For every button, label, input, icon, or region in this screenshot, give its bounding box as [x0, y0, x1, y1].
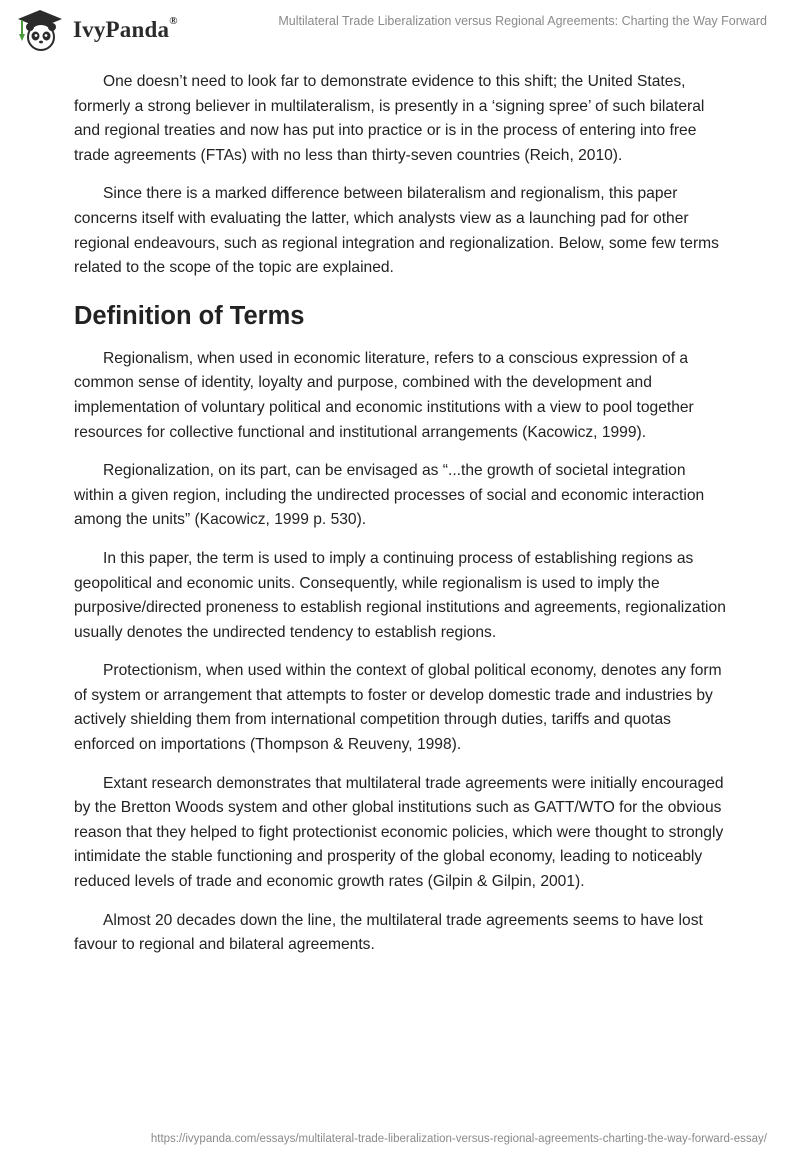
essay-body: [74, 70, 729, 972]
paragraph-us-trade-shift: One doesn’t need to look far to demonstrate evidence to this shift; the United States, formerly a strong believer in multilateralism, is presently in a ‘signing spree’ of such bilateral and regional treaties and now has put into practice or is in the process of entering into free trade agreements (FTAs) with no less than thirty-seven countries (Reich, 2010).: [74, 73, 705, 164]
paragraph-term-usage: In this paper, the term is used to imply a continuing process of establishing regions as geopolitical and economic units. Consequently, while regionalism is used to imply the purposive/directed proneness to establish regional institutions and agreements, regionalization usually denotes the undirected tendency to establish regions.: [74, 549, 726, 641]
paragraph-lost-favour: Almost 20 decades down the line, the multilateral trade agreements seems to have lost favour to regional and bilateral agreements.: [74, 911, 703, 954]
paragraph-protectionism: Protectionism, when used within the context of global political economy, denotes any form of system or arrangement that attempts to foster or develop domestic trade and industries by actively shielding them from international competition through duties, tariffs and quotas enforced on importations (Thompson & Reuveny, 1998).: [74, 662, 722, 754]
brand-name: IvyPanda®: [73, 15, 178, 42]
paragraph-bilateralism-regionalism: Since there is a marked difference between bilateralism and regionalism, this paper concerns itself with evaluating the latter, which analysts view as a launching pad for other regional endeavours, such as regional integration and regionalization. Below, some few terms related to the scope of the topic are explained.: [74, 185, 719, 277]
panda-graduate-logo-icon: [14, 8, 66, 52]
paragraph-regionalism: Regionalism, when used in economic literature, refers to a conscious expression of a common sense of identity, loyalty and purpose, combined with the development and implementation of voluntary political and economic institutions with a view to pool together resources for collective functional and institutional arrangements (Kacowicz, 1999).: [74, 349, 694, 441]
brand-logo[interactable]: [14, 8, 178, 52]
section-heading-definition-of-terms: Definition of Terms: [74, 301, 305, 330]
source-url-link[interactable]: https://ivypanda.com/essays/multilateral-trade-liberalization-versus-regional-agreements-charting-the-way-forward-essay/: [150, 1133, 767, 1145]
paragraph-regionalization: Regionalization, on its part, can be envisaged as “...the growth of societal integration within a given region, including the undirected processes of social and economic interaction among the units” (Kacowicz, 1999 p. 530).: [74, 462, 705, 529]
document-title: Multilateral Trade Liberalization versus Regional Agreements: Charting the Way Forward: [278, 14, 767, 28]
registered-mark: ®: [169, 15, 178, 27]
paragraph-multilateral-agreements: Extant research demonstrates that multilateral trade agreements were initially encouraged by the Bretton Woods system and other global institutions such as GATT/WTO for the obvious reason that they helped to fight protectionist economic policies, which were thought to strongly intimidate the stable functioning and prosperity of the global economy, leading to noticeably reduced levels of trade and economic growth rates (Gilpin & Gilpin, 2001).: [74, 774, 724, 891]
page-header: [0, 0, 800, 60]
